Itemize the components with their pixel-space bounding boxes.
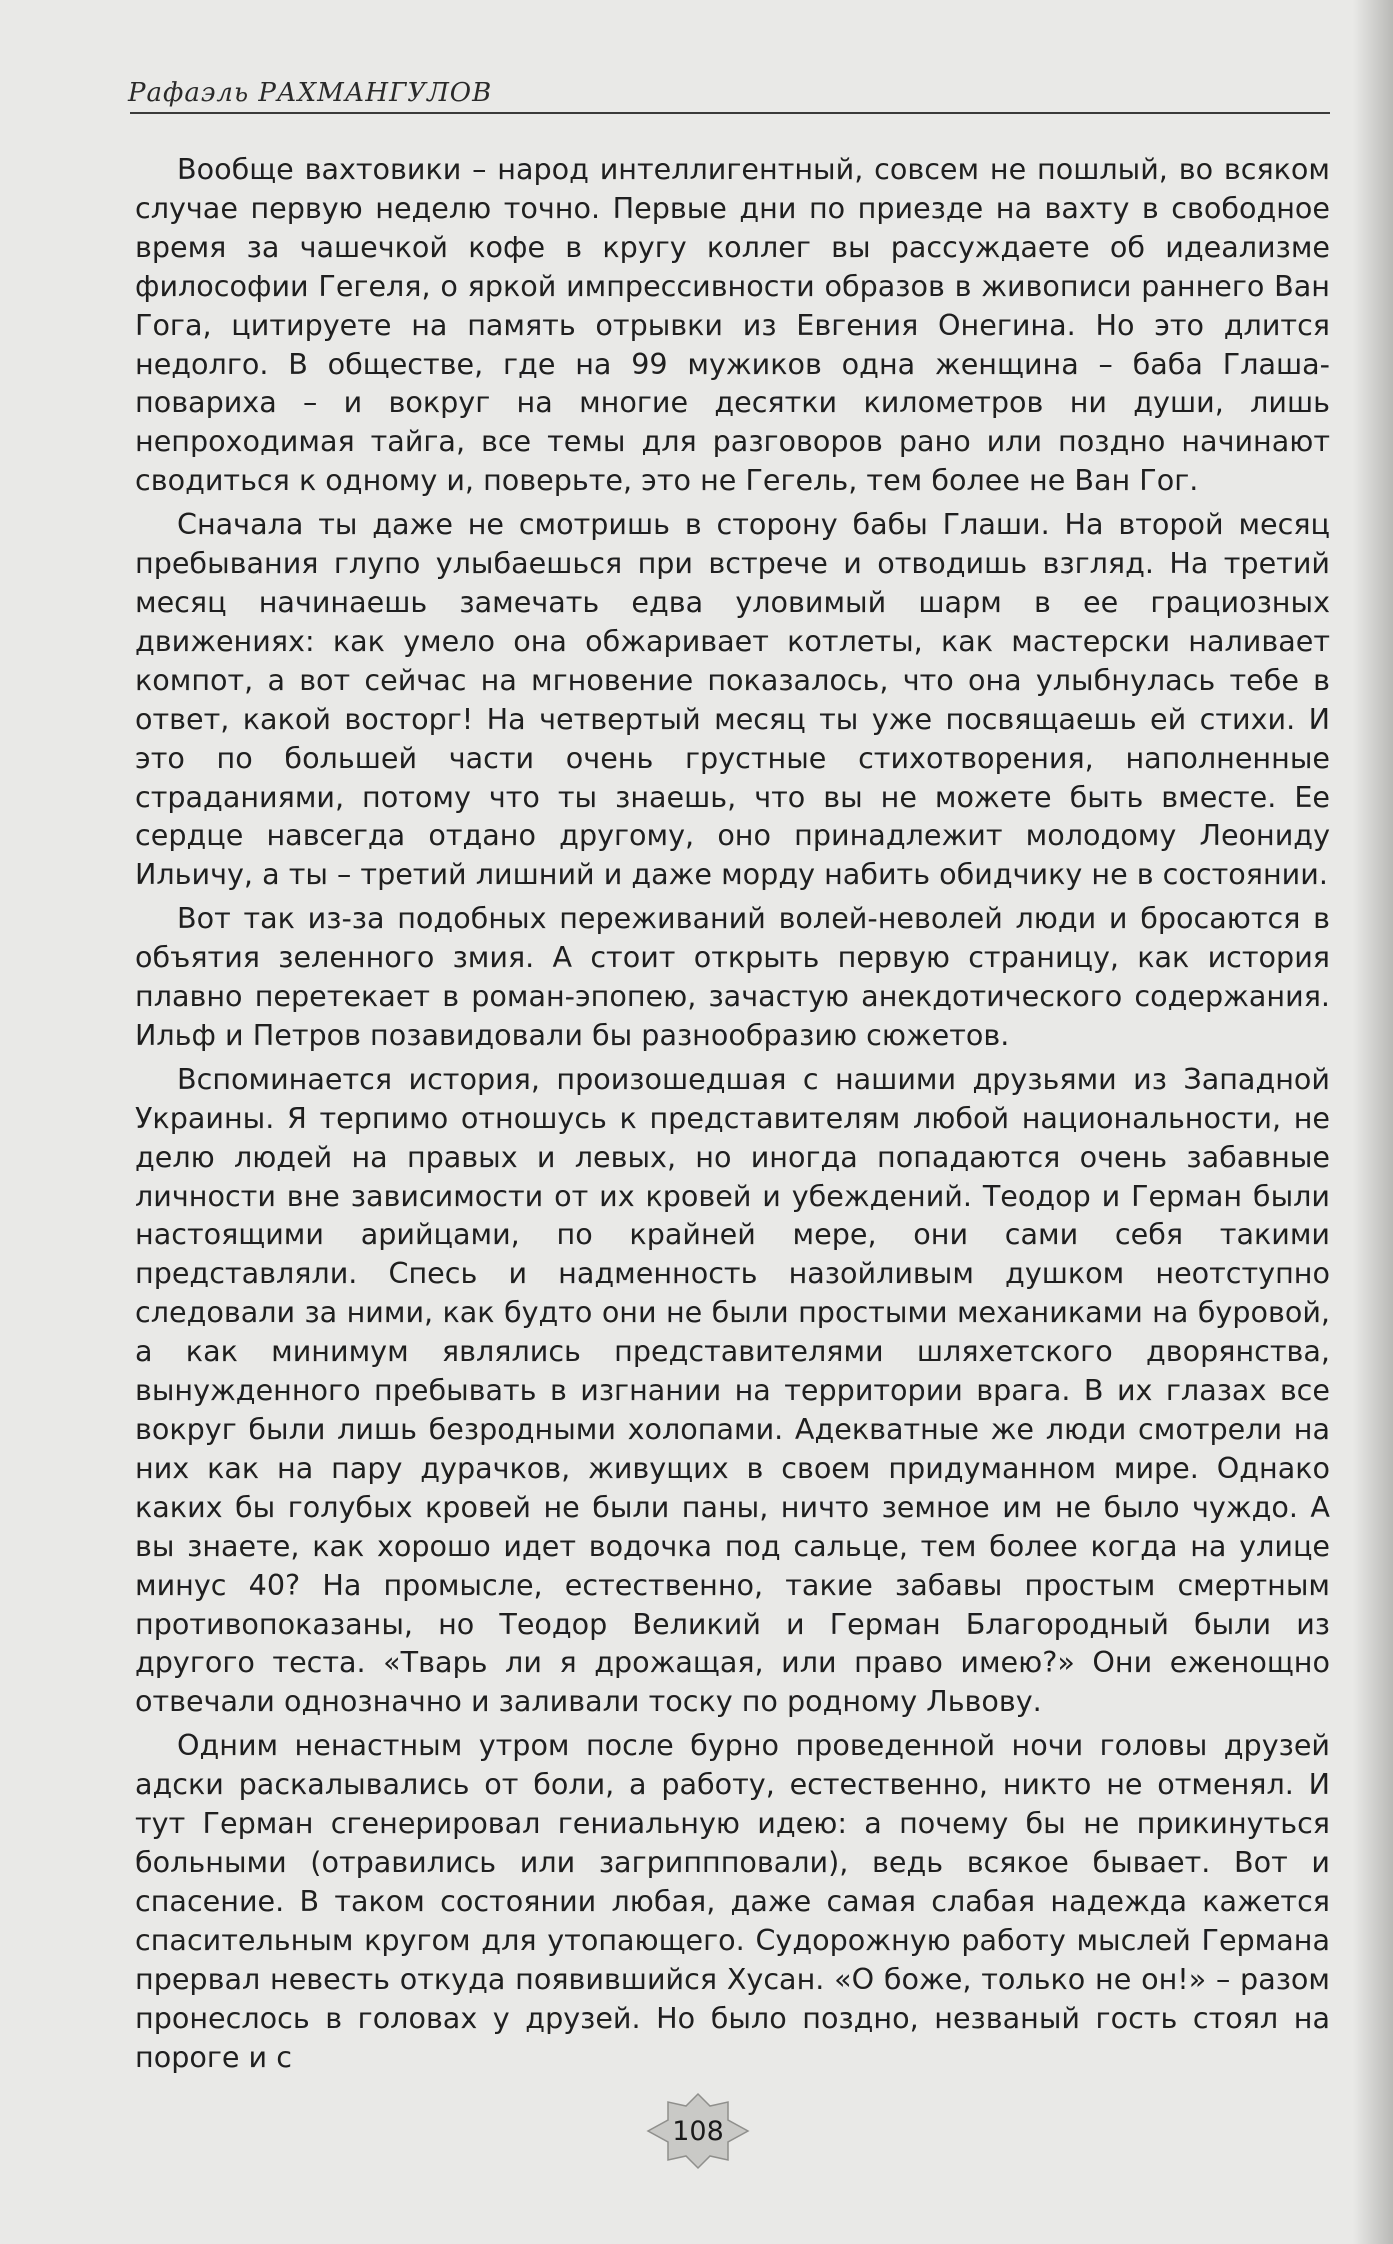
paragraph-4: Вспоминается история, произошедшая с нашими друзьями из Западной Украины. Я терпимо отношусь к представителям любой национальности, не делю людей на правых и левых, но иногда попадаются очень забавные личности вне зависимости от их кровей и убеждений. Теодор и Герман были настоящими арийцами, по крайней мере, они сами себя такими представляли. Спесь и надменность назойливым душком неотступно следовали за ними, как будто они не были простыми механиками на буровой, а как минимум являлись представителями шляхетского дворянства, вынужденного пребывать в изгнании на территории врага. В их глазах все вокруг были лишь безродными холопами. Адекватные же люди смотрели на них как на пару дурачков, живущих в своем придуманном мире. Однако каких бы голубых кровей не были паны, ничто земное им не было чуждо. А вы знаете, как хорошо идет водочка под сальце, тем более когда на улице минус 40? На промысле, естественно, такие забавы простым смертным противопоказаны, но Теодор Великий и Герман Благородный были из другого теста. «Тварь ли я дрожащая, или право имею?» Они еженощно отвечали однозначно и заливали тоску по родному Львову. bbox=[135, 1061, 1330, 1719]
page-number-badge bbox=[644, 2092, 752, 2170]
paragraph-1: Вообще вахтовики – народ интеллигентный, совсем не пошлый, во всяком случае первую неделю точно. Первые дни по приезде на вахту в свободное время за чашечкой кофе в кругу коллег вы рассуждаете об идеализме философии Гегеля, о яркой импрессивности образов в живописи раннего Ван Гога, цитируете на память отрывки из Евгения Онегина. Но это длится недолго. В обществе, где на 99 мужиков одна женщина – баба Глаша-повариха – и вокруг на многие десятки километров ни души, лишь непроходимая тайга, все темы для разговоров рано или поздно начинают сводиться к одному и, поверьте, это не Гегель, тем более не Ван Гог. bbox=[135, 152, 1330, 498]
paragraph-3: Вот так из-за подобных переживаний волей-неволей люди и бросаются в объятия зеленного змия. А стоит открыть первую страницу, как история плавно перетекает в роман-эпопею, зачастую анекдотического содержания. Ильф и Петров позавидовали бы разнообразию сюжетов. bbox=[135, 901, 1330, 1052]
running-head: Рафаэль РАХМАНГУЛОВ bbox=[128, 78, 493, 108]
paragraph-5: Одним ненастным утром после бурно проведенной ночи головы друзей адски раскалывались от боли, а работу, естественно, никто не отменял. И тут Герман сгенерировал гениальную идею: а почему бы не прикинуться больными (отравились или загриппповали), ведь всякое бывает. Вот и спасение. В таком состоянии любая, даже самая слабая надежда кажется спасительным кругом для утопающего. Судорожную работу мыслей Германа прервал невесть откуда появившийся Хусан. «О боже, только не он!» – разом пронеслось в головах у друзей. Но было поздно, незваный гость стоял на пороге и с bbox=[135, 1728, 1330, 2074]
page-edge-shadow bbox=[1353, 0, 1393, 2244]
body-text bbox=[135, 150, 1330, 2076]
paragraph-2: Сначала ты даже не смотришь в сторону бабы Глаши. На второй месяц пребывания глупо улыбаешься при встрече и отводишь взгляд. На третий месяц начинаешь замечать едва уловимый шарм в ее грациозных движениях: как умело она обжаривает котлеты, как мастерски наливает компот, а вот сейчас на мгновение показалось, что она улыбнулась тебе в ответ, какой восторг! На четвертый месяц ты уже посвящаешь ей стихи. И это по большей части очень грустные стихотворения, наполненные страданиями, потому что ты знаешь, что вы не можете быть вместе. Ее сердце навсегда отдано другому, оно принадлежит молодому Леониду Ильичу, а ты – третий лишний и даже морду набить обидчику не в состоянии. bbox=[135, 507, 1330, 892]
header-rule bbox=[130, 112, 1330, 114]
page-number: 108 bbox=[672, 2115, 724, 2147]
